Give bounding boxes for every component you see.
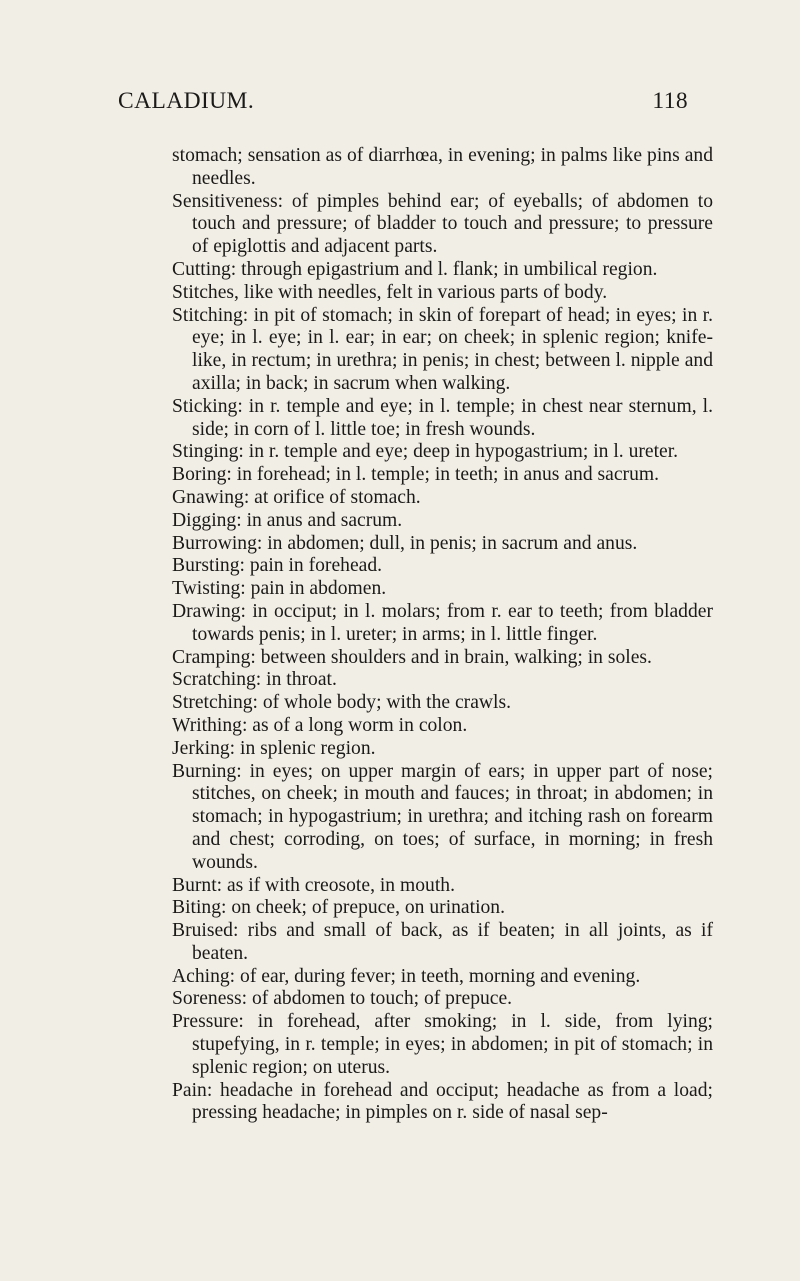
entry-stretching: Stretching: of whole body; with the crawls.: [172, 692, 512, 714]
entry-jerking: Jerking: in splenic region.: [172, 737, 376, 759]
entry-bruised: Bruised: ribs and small of back, as if beaten; in all joints, as if beaten.: [172, 920, 713, 964]
entry-stitches: Stitches, like with needles, felt in various parts of body.: [172, 281, 608, 303]
entry-soreness: Soreness: of abdomen to touch; of prepuce.: [172, 988, 513, 1010]
entry-burnt: Burnt: as if with creosote, in mouth.: [172, 874, 455, 896]
entry-pressure: Pressure: in forehead, after smoking; in l. side, from lying; stupefying, in r. temple; in eyes; in abdomen; in pit of stomach; in splenic region; on uterus.: [172, 1011, 713, 1078]
entry-stitching: Stitching: in pit of stomach; in skin of forepart of head; in eyes; in r. eye; in l. eye; in l. ear; in ear; on cheek; in splenic region; knife-like, in rectum; in urethra; in penis; in chest; between l. nipple and axilla; in back; in sacrum when walking.: [172, 304, 713, 394]
running-header: [118, 88, 688, 120]
entry-sticking: Sticking: in r. temple and eye; in l. temple; in chest near sternum, l. side; in corn of l. little toe; in fresh wounds.: [172, 395, 713, 440]
page-title: CALADIUM.: [118, 88, 255, 114]
entry-continuation: stomach; sensation as of diarrhœa, in evening; in palms like pins and needles.: [172, 145, 713, 189]
entry-aching: Aching: of ear, during fever; in teeth, morning and evening.: [172, 965, 641, 987]
entry-cutting: Cutting: through epigastrium and l. flank; in umbilical region.: [172, 258, 658, 280]
entry-drawing: Drawing: in occiput; in l. molars; from r. ear to teeth; from bladder towards penis; in l. ureter; in arms; in l. little finger.: [172, 600, 713, 645]
entry-gnawing: Gnawing: at orifice of stomach.: [172, 486, 421, 508]
entry-burrowing: Burrowing: in abdomen; dull, in penis; in sacrum and anus.: [172, 532, 638, 554]
entry-twisting: Twisting: pain in abdomen.: [172, 578, 387, 600]
entry-writhing: Writhing: as of a long worm in colon.: [172, 714, 468, 736]
entry-cramping: Cramping: between shoulders and in brain, walking; in soles.: [172, 646, 652, 668]
entry-stinging: Stinging: in r. temple and eye; deep in hypogastrium; in l. ureter.: [172, 441, 679, 463]
entry-bursting: Bursting: pain in forehead.: [172, 555, 383, 577]
symptom-list: [172, 145, 713, 1125]
entry-scratching: Scratching: in throat.: [172, 669, 337, 691]
entry-sensitiveness: Sensitiveness: of pimples behind ear; of eyeballs; of abdomen to touch and pressure; of bladder to touch and pressure; to pressure of epiglottis and adjacent parts.: [172, 190, 713, 258]
entry-burning: Burning: in eyes; on upper margin of ears; in upper part of nose; stitches, on cheek; in mouth and fauces; in throat; in abdomen; in stomach; in hypogastrium; in urethra; and itching rash on forearm and chest; corroding, on toes; of surface, in morning; in fresh wounds.: [172, 760, 713, 873]
entry-boring: Boring: in forehead; in l. temple; in teeth; in anus and sacrum.: [172, 464, 660, 486]
entry-digging: Digging: in anus and sacrum.: [172, 509, 403, 531]
entry-pain: Pain: headache in forehead and occiput; headache as from a load; pressing headache; in pimples on r. side of nasal sep-: [172, 1079, 713, 1124]
page-number: 118: [652, 88, 688, 114]
entry-biting: Biting: on cheek; of prepuce, on urination.: [172, 897, 506, 919]
